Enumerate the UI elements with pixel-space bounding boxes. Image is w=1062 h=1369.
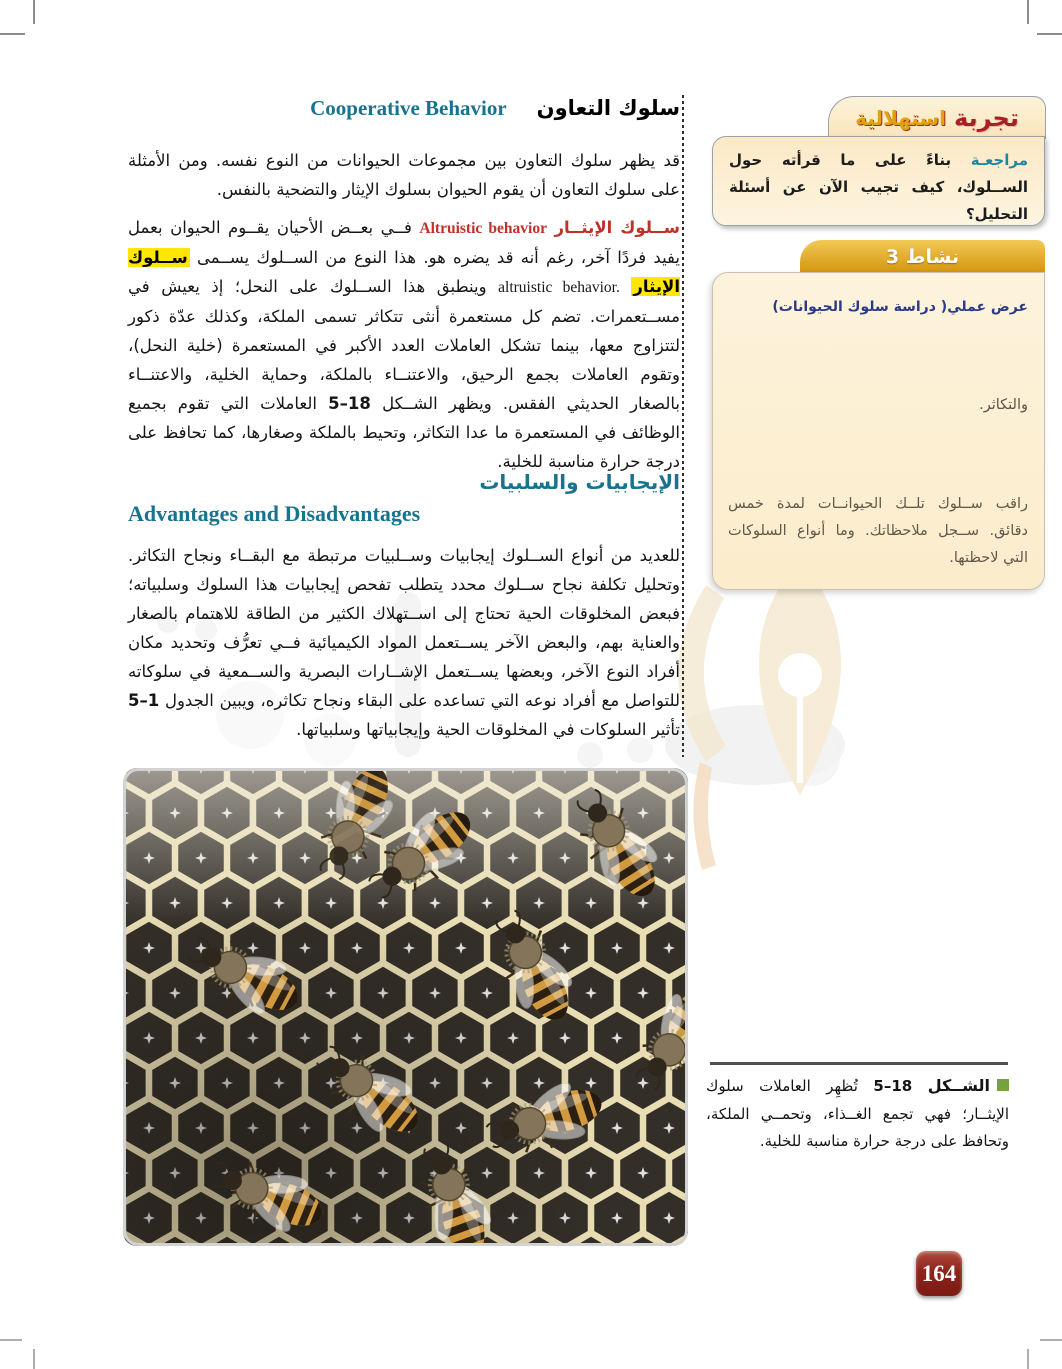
paragraph-text: تأثير السلوكات في المخلوقات الحية وإيجابياتها وسلبياتها. xyxy=(296,720,680,739)
highlighted-term: ســلوك الإيثار xyxy=(128,248,680,296)
activity-text-fragment2: راقب ســلوك تلــك الحيوانــات لمدة خمس دقائق. ســجل ملاحظاتك. وما أنواع السلوكات التي لاحظتها. xyxy=(728,496,1028,566)
crop-mark-bottom-right-v xyxy=(1027,1349,1029,1369)
keyword-english: Altruistic behavior xyxy=(419,220,547,237)
section-heading-cooperative xyxy=(310,96,680,121)
launch-lab-box xyxy=(712,136,1045,226)
activity-text-fragment1: والتكاثر. xyxy=(979,397,1028,413)
paragraph-text: وينطبق هذا الســلوك على النحل؛ إذ يعيش في مســتعمرات. تضم كل مستعمرة أنثى تتكاثر تسمى الملكة، وكذلك عدّة ذكور لتتزاوج معها، بينما تشكل العاملات العدد الأكبر في المستعمرة (خلية النحل)، وتقوم العاملات بجمع الرحيق، والاعتنــاء بالملكة، وحماية الخلية، والاعتنــاء بالصغار الحديثي الفقس. ويظهر الشــكل xyxy=(128,277,681,413)
paragraph-cooperation xyxy=(128,146,680,204)
launch-lab-title-tab xyxy=(828,96,1046,139)
main-text-column xyxy=(128,0,680,780)
launch-lab-title-word1: تجربة xyxy=(954,104,1019,132)
keyword-arabic: ســلوك الإيثــار xyxy=(554,218,680,237)
paragraph-text: العاملات التي تقوم بجميع الوظائف في المستعمرة ما عدا التكاثر، وتحيط بالملكة وصغارها، كما تحافظ على درجة حرارة مناسبة للخلية. xyxy=(128,394,680,471)
bee-colony-photo xyxy=(123,768,688,1246)
paragraph-advantages xyxy=(128,541,680,744)
table-reference: 5–1 xyxy=(128,691,160,710)
caption-bullet-icon xyxy=(997,1079,1009,1091)
crop-mark-bottom-left-v xyxy=(33,1349,35,1369)
activity-subtitle: عرض عملي( دراسة سلوك الحيوانات) xyxy=(772,299,1028,315)
paragraph-altruism xyxy=(128,213,680,476)
section-heading-advantages-arabic: الإيجابيات والسلبيات xyxy=(479,470,680,494)
crop-mark-bottom-right-h xyxy=(1040,1339,1062,1341)
caption-rule xyxy=(710,1062,1008,1065)
figure-label: الشــكل xyxy=(927,1076,990,1095)
paragraph-text: للعديد من أنواع الســلوك إيجابيات وســلبيات مرتبطة مع البقــاء ونجاح التكاثر. وتحليل تكلفة نجاح ســلوك محدد يتطلب تفحص إيجابيات هذا السلوك وسلبياته؛ فبعض المخلوقات الحية تحتاج إلى اســتهلاك الكثير من الطاقة للاهتمام بالصغار والعناية بهم، والبعض الآخر يســتعمل المواد الكيميائية فــي تعرُّف وتحديد مكان أفراد النوع الآخر، وبعضها يســتعمل الإشــارات البصرية والســمعية في سلوكاته للتواصل مع أفراد نوعه التي تساعده على البقاء ونجاح تكاثره، ويبين الجدول xyxy=(128,546,681,710)
heading-arabic: سلوك التعاون xyxy=(536,96,680,120)
crop-mark-top-right-v xyxy=(1027,0,1029,24)
crop-mark-top-left-v xyxy=(33,0,35,24)
paragraph-text: فــي بعــض الأحيان يقــوم الحيوان بعمل يفيد فردًا آخر، رغم أنه قد يضره هو. هذا النوع من الســلوك يســمى xyxy=(128,218,680,267)
crop-mark-top-right-h xyxy=(1037,33,1062,35)
launch-lab-question: بناءً على ما قرأته حول الســلوك، كيف تجيب الآن عن أسئلة التحليل؟ xyxy=(729,151,1028,223)
crop-mark-top-left-h xyxy=(0,33,25,35)
launch-lab-text xyxy=(729,147,1028,228)
page-number: 164 xyxy=(921,1260,957,1286)
inline-english-term: altruistic behavior. xyxy=(498,279,620,296)
heading-english: Cooperative Behavior xyxy=(310,96,507,120)
column-divider xyxy=(682,95,684,757)
caption-text: تُظهِر العاملات سلوك الإيثــار؛ فهي تجمع الغــذاء، وتحمــي الملكة، وتحافظ على درجة حرارة مناسبة للخلية. xyxy=(706,1077,1009,1150)
pen-nib-icon xyxy=(759,560,841,795)
activity-banner-label: نشاط 3 xyxy=(885,245,960,268)
paragraph-text: قد يظهر سلوك التعاون بين مجموعات الحيوانات من النوع نفسه. ومن الأمثلة على سلوك التعاون أن يقوم الحيوان بسلوك الإيثار والتضحية بالنفس. xyxy=(128,151,680,199)
figure-caption xyxy=(706,1072,1009,1156)
crop-mark-bottom-left-h xyxy=(0,1339,22,1341)
activity-banner xyxy=(800,240,1045,273)
figure-reference: 5–18 xyxy=(328,394,371,413)
page-number-badge xyxy=(916,1251,962,1296)
figure-number: 5–18 xyxy=(873,1077,913,1095)
section-heading-advantages-english: Advantages and Disadvantages xyxy=(128,501,421,526)
activity-box xyxy=(712,272,1045,590)
launch-lab-title-word2: استهلالية xyxy=(855,106,947,130)
review-lead-word: مراجعـة xyxy=(970,151,1028,169)
